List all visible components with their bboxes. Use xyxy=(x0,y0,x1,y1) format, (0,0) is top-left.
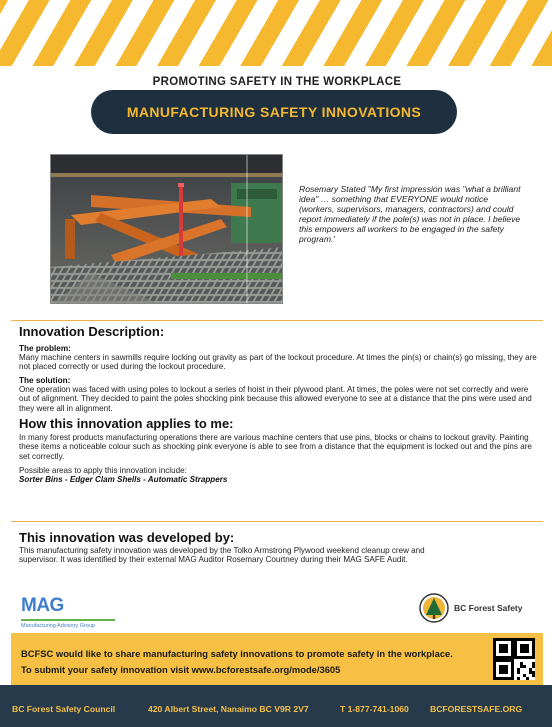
mag-logo xyxy=(21,595,141,635)
solution-label: The solution: xyxy=(19,376,71,385)
title-banner xyxy=(91,90,457,134)
cta-line-2[interactable]: To submit your safety innovation visit www.bcforestsafe.org/mode/3605 xyxy=(21,664,341,675)
decorative-stripe-banner xyxy=(0,0,552,66)
section-divider xyxy=(11,320,543,321)
footer-website[interactable]: BCFORESTSAFE.ORG xyxy=(430,704,523,714)
footer-org: BC Forest Safety Council xyxy=(12,704,116,714)
qr-code-icon[interactable] xyxy=(493,638,535,680)
equipment-photo-illustration xyxy=(51,155,283,304)
bc-forest-safety-name: BC Forest Safety xyxy=(454,603,523,613)
testimonial-quote: Rosemary Stated "My first impression was "what a brilliant idea" … something that EVERYONE would notice (workers, supervisors, managers, contractors) and could report immediately if the pole(s) was not in place. I believe this empowers all workers to be engaged in the safety program.' xyxy=(299,184,521,244)
applies-heading: How this innovation applies to me: xyxy=(19,416,234,431)
solution-text: One operation was faced with using poles to lockout a series of hoist in their plywood plant. At times, the poles were not set correctly and were out of alignment. They decided to paint the poles shocking pink because this allowed everyone to see at a distance that the pins were used and they were all in alignment. xyxy=(19,385,532,413)
mag-logo-line xyxy=(21,619,115,621)
page-title: MANUFACTURING SAFETY INNOVATIONS xyxy=(126,104,422,120)
equipment-photo xyxy=(50,154,283,304)
section-divider xyxy=(11,521,543,522)
areas-label: Possible areas to apply this innovation include: xyxy=(19,466,187,475)
bc-forest-safety-logo xyxy=(419,588,539,628)
areas-list: Sorter Bins - Edger Clam Shells - Automatic Strappers xyxy=(19,475,228,484)
qr-code-graphic xyxy=(493,638,535,680)
mag-logo-word: MAG xyxy=(21,595,64,616)
call-to-action-banner xyxy=(11,633,543,685)
mag-logo-subtitle: Manufacturing Advisory Group xyxy=(21,623,95,629)
tree-icon xyxy=(419,593,449,623)
footer-phone: T 1-877-741-1060 xyxy=(340,704,409,714)
footer-address: 420 Albert Street, Nanaimo BC V9R 2V7 xyxy=(148,704,309,714)
problem-label: The problem: xyxy=(19,344,71,353)
applies-text: In many forest products manufacturing operations there are various machine centers that use pins, blocks or chains to lockout gravity. Painting these items a noticeable colour such as shocking pink everyone is able to see from a distance that the equipment is locked out and the pins are set correctly. xyxy=(19,433,532,461)
innovation-heading: Innovation Description: xyxy=(19,324,165,339)
developed-heading: This innovation was developed by: xyxy=(19,530,235,545)
footer-bar xyxy=(0,685,552,727)
developed-text: This manufacturing safety innovation was developed by the Tolko Armstrong Plywood weekend cleanup crew and supervisor. It was identified by their external MAG Auditor Rosemary Courtney during their MAG SAFE Audit. xyxy=(19,546,425,565)
flyer-sheet xyxy=(11,66,543,685)
page-kicker: PROMOTING SAFETY IN THE WORKPLACE xyxy=(152,76,402,88)
cta-line-1: BCFSC would like to share manufacturing safety innovations to promote safety in the workplace. xyxy=(21,648,453,659)
problem-text: Many machine centers in sawmills require locking out gravity as part of the lockout procedure. At times the pin(s) or chain(s) go missing, they are not placed correctly or used during the lockout procedure. xyxy=(19,353,537,372)
